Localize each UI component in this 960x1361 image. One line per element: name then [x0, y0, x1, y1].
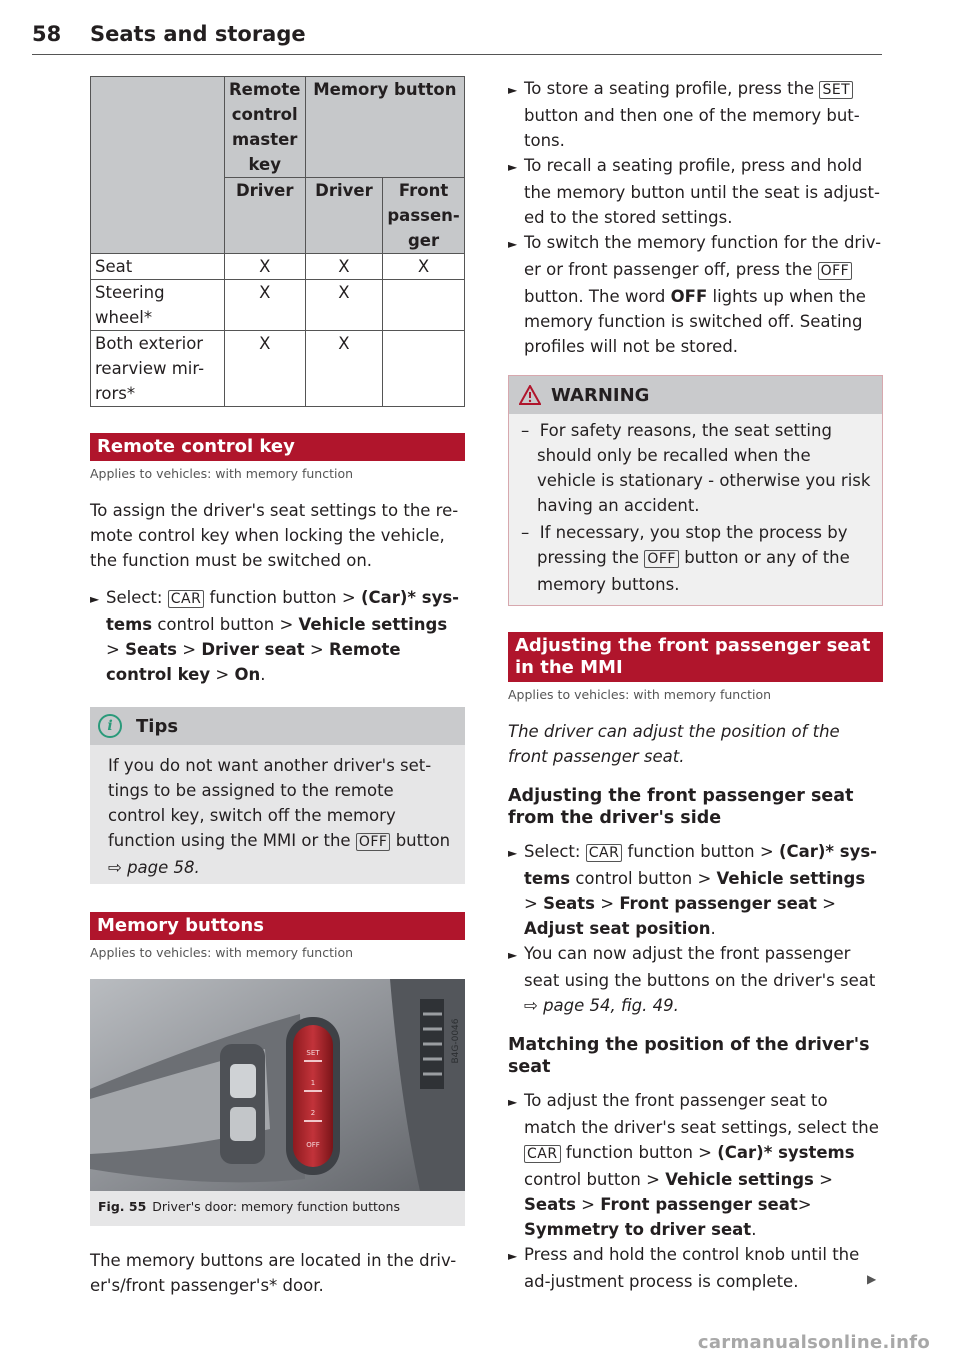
step-arrow-icon: ► [508, 948, 518, 962]
cell: X [224, 254, 305, 280]
tips-box [90, 707, 465, 884]
section-heading-remote-key: Remote control key [90, 433, 465, 461]
warning-header [509, 376, 882, 414]
section-heading-memory-buttons: Memory buttons [90, 912, 465, 940]
subheading: Matching the position of the driver's seat [508, 1035, 870, 1077]
instruction-step: ► To adjust the front passenger seat to match the driver's seat settings, select the CAR function button > (Car)* systems control button > Vehicle settings > Seats > Front passenger seat> Symmetry to driver seat. [508, 1091, 879, 1239]
row-label: Seat [91, 254, 225, 280]
cell [383, 331, 465, 407]
instruction-step: ► Select: CAR function button > (Car)* sys-tems control button > Vehicle settings > Seats > Front passenger seat > Adjust seat position. [508, 842, 878, 938]
cell: X [224, 331, 305, 407]
instruction-step: ► To store a seating profile, press the SET button and then one of the memory but-tons. [508, 79, 860, 150]
figure-button-2-label: 2 [310, 1109, 316, 1117]
table-row [91, 254, 465, 280]
car-button-label: CAR [168, 590, 205, 608]
tips-body: If you do not want another driver's set-tings to be assigned to the remote control key, switch off the memory function using the MMI or the OFF button ⇨ page 58. [108, 756, 451, 877]
cell [383, 280, 465, 331]
step-arrow-icon: ► [508, 846, 518, 860]
applies-note: Applies to vehicles: with memory function [90, 466, 354, 481]
cell: X [383, 254, 465, 280]
page-number: 58 [32, 22, 62, 46]
left-column [90, 76, 465, 1310]
figure-button-1-label: 1 [310, 1079, 316, 1087]
off-button-label: OFF [644, 550, 679, 568]
table-sub-header: Driver [224, 178, 305, 254]
cell: X [305, 280, 382, 331]
car-button-label: CAR [586, 844, 623, 862]
off-button-label: OFF [818, 262, 853, 280]
figure-set-label: SET [306, 1049, 320, 1057]
instruction-step: ► To recall a seating profile, press and hold the memory button until the seat is adjust-ed to the stored settings. [508, 156, 880, 227]
door-illustration [90, 979, 465, 1191]
instruction-step: ► Press and hold the control knob until the ad-justment process is complete. ▶ [508, 1245, 877, 1291]
tips-header [90, 707, 465, 745]
front-passenger-intro: The driver can adjust the position of the front passenger seat. [508, 722, 840, 766]
page-reference: ⇨ page 54, fig. 49. [524, 996, 679, 1015]
figure-off-label: OFF [306, 1141, 320, 1149]
warning-title: WARNING [551, 384, 650, 406]
row-label: Steering wheel* [91, 280, 225, 331]
applies-note: Applies to vehicles: with memory function [90, 945, 354, 960]
right-column [508, 76, 883, 1294]
table-group-header: Memory button [305, 77, 464, 178]
section-title: Seats and storage [90, 22, 306, 46]
warning-item: – If necessary, you stop the process by pressing the OFF button or any of the memory buttons. [521, 523, 850, 594]
page-reference: ⇨ page 58. [108, 858, 200, 877]
remote-key-intro: To assign the driver's seat settings to the re-mote control key when locking the vehicle, the function must be switched on. [90, 501, 459, 570]
memory-table [90, 76, 465, 407]
instruction-step: ► To switch the memory function for the driv-er or front passenger off, press the OFF button. The word OFF lights up when the memory function is switched off. Seating profiles will not be stored. [508, 233, 882, 356]
step-arrow-icon: ► [508, 83, 518, 97]
table-sub-header: Front passen-ger [383, 178, 465, 254]
table-corner [91, 77, 225, 254]
memory-buttons-body: The memory buttons are located in the driv-er's/front passenger's* door. [90, 1251, 457, 1295]
table-sub-header: Driver [305, 178, 382, 254]
door-figure [90, 979, 465, 1191]
step-arrow-icon: ► [90, 592, 100, 606]
warning-item: – For safety reasons, the seat setting should only be recalled when the vehicle is stationary - otherwise you risk having an accident. [521, 421, 871, 515]
page-header [32, 22, 882, 55]
cell: X [224, 280, 305, 331]
step-arrow-icon: ► [508, 1095, 518, 1109]
section-heading-front-passenger: Adjusting the front passenger seat in the MMI [508, 632, 883, 682]
step-arrow-icon: ► [508, 237, 518, 251]
applies-note: Applies to vehicles: with memory function [508, 687, 772, 702]
off-button-label: OFF [356, 833, 391, 851]
car-button-label: CAR [524, 1145, 561, 1163]
subheading: Adjusting the front passenger seat from the driver's side [508, 786, 854, 828]
watermark: carmanualsonline.info [697, 1332, 930, 1353]
figure-caption: Fig. 55 Driver's door: memory function buttons [90, 1191, 465, 1226]
table-row [91, 331, 465, 407]
info-icon: i [98, 714, 122, 738]
cell: X [305, 254, 382, 280]
step-arrow-icon: ► [508, 1249, 518, 1263]
instruction-step: ► You can now adjust the front passenger seat using the buttons on the driver's seat ⇨ page 54, fig. 49. [508, 944, 876, 1015]
warning-triangle-icon [519, 385, 541, 405]
table-group-header: Remote control master key [224, 77, 305, 178]
table-row [91, 280, 465, 331]
row-label: Both exterior rearview mir-rors* [91, 331, 225, 407]
figure-code: B4G-0046 [451, 1018, 461, 1064]
set-button-label: SET [819, 81, 853, 99]
instruction-step: ► Select: CAR function button > (Car)* sys-tems control button > Vehicle settings > Seats > Driver seat > Remote control key > On. [90, 588, 460, 684]
cell: X [305, 331, 382, 407]
warning-body [509, 414, 882, 605]
warning-box [508, 375, 883, 606]
step-arrow-icon: ► [508, 160, 518, 174]
tips-title: Tips [136, 715, 179, 737]
